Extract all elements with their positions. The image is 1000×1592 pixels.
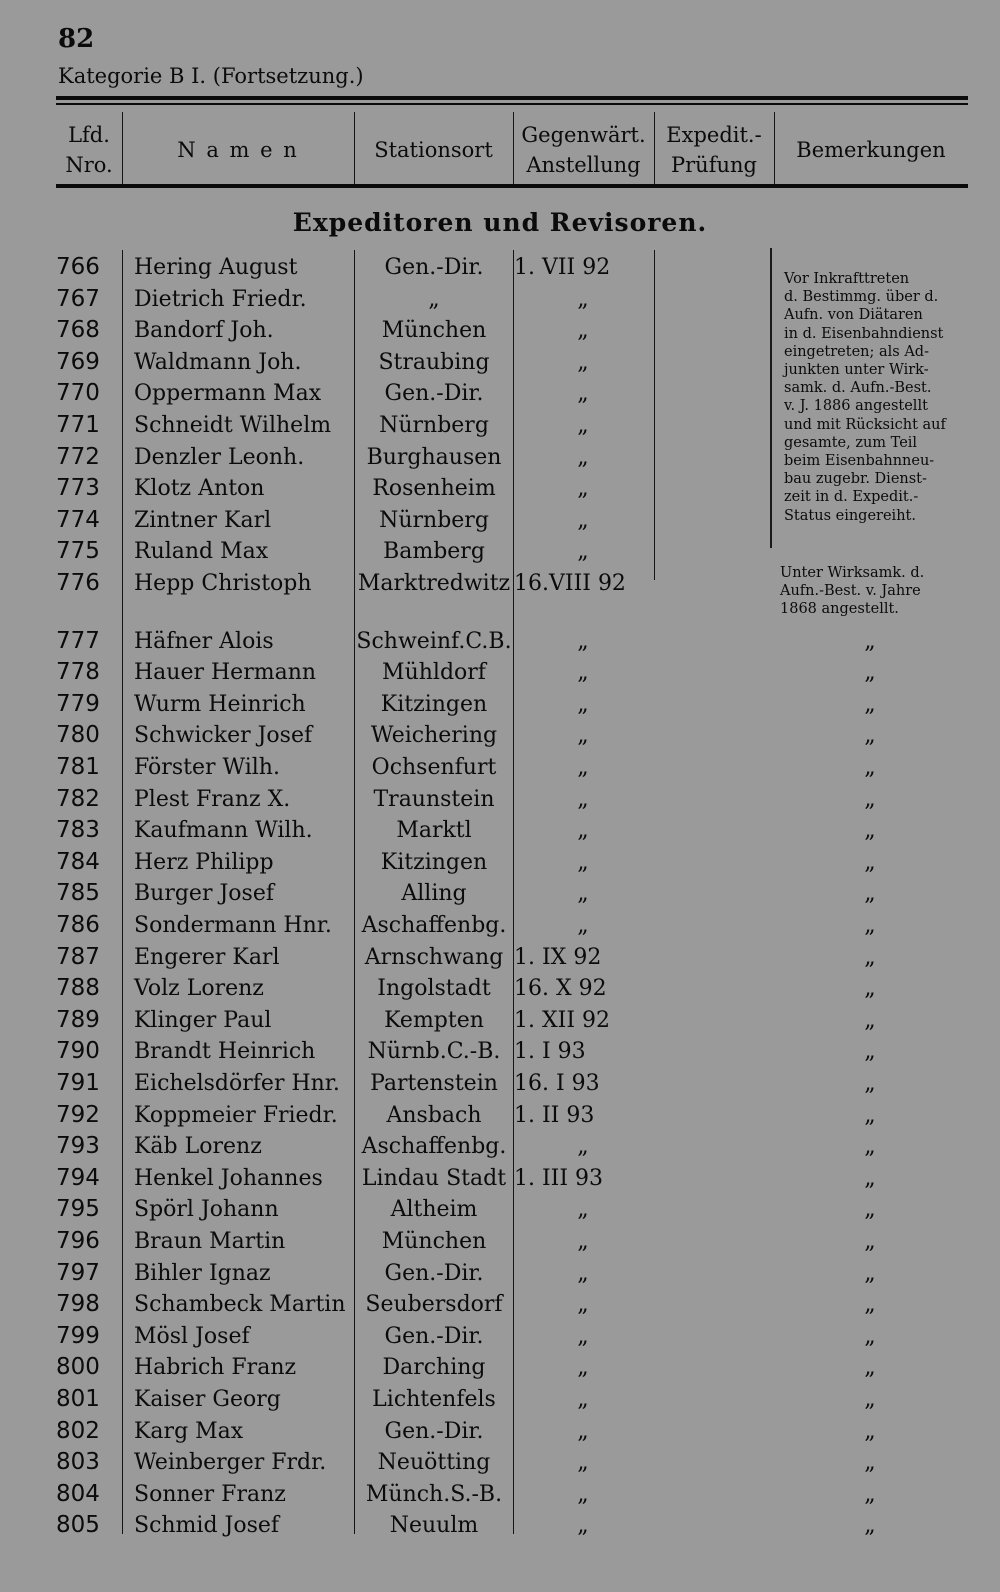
header-pruefung-line1: Expedit.- bbox=[666, 123, 762, 147]
row-anstellung: „ bbox=[577, 1418, 589, 1444]
row-anstellung: 1. II 93 bbox=[514, 1102, 595, 1128]
row-number: 773 bbox=[56, 475, 100, 502]
row-bemerkung: „ bbox=[864, 1071, 876, 1096]
header-anstellung-line2: Anstellung bbox=[526, 153, 641, 177]
row-bemerkung: „ bbox=[864, 1165, 876, 1191]
table-row bbox=[0, 973, 1000, 1004]
row-station: Alling bbox=[401, 881, 467, 907]
row-bemerkung: „ bbox=[864, 1260, 876, 1286]
row-bemerkung: „ bbox=[864, 913, 876, 938]
row-station: Lichtenfels bbox=[372, 1387, 496, 1412]
row-number: 799 bbox=[56, 1322, 100, 1349]
row-bemerkung: „ bbox=[864, 849, 876, 875]
row-number: 782 bbox=[56, 785, 100, 812]
table-row bbox=[0, 1131, 1000, 1162]
row-bemerkung: „ bbox=[864, 755, 876, 780]
header-nr-line2: Nro. bbox=[65, 153, 113, 177]
row-station: Aschaffenbg. bbox=[361, 1134, 507, 1160]
row-anstellung: „ bbox=[577, 1229, 589, 1254]
header-ort bbox=[354, 112, 513, 188]
row-station: Nürnberg bbox=[379, 413, 489, 438]
row-number: 791 bbox=[56, 1070, 100, 1096]
row-station: Neuulm bbox=[389, 1513, 479, 1539]
row-anstellung: „ bbox=[577, 786, 589, 812]
row-station: Seubersdorf bbox=[365, 1292, 503, 1318]
table-row bbox=[0, 847, 1000, 878]
table-row bbox=[0, 1005, 1000, 1036]
note-line: Status eingereiht. bbox=[784, 507, 916, 524]
row-station: Marktl bbox=[396, 818, 472, 844]
row-number: 786 bbox=[56, 912, 100, 938]
row-station: Ochsenfurt bbox=[371, 755, 497, 780]
row-bemerkung: „ bbox=[864, 1481, 876, 1507]
note-line: Vor Inkrafttreten bbox=[784, 271, 910, 287]
table-row bbox=[0, 910, 1000, 941]
row-anstellung: „ bbox=[577, 691, 589, 717]
row-bemerkung: „ bbox=[864, 1102, 876, 1128]
row-name: Karg Max bbox=[134, 1418, 244, 1444]
row-station: Ansbach bbox=[386, 1102, 482, 1128]
row-name: Habrich Franz bbox=[134, 1355, 297, 1381]
row-bemerkung: „ bbox=[864, 1197, 876, 1223]
row-bemerkung: „ bbox=[864, 786, 876, 812]
row-anstellung: „ bbox=[577, 818, 589, 844]
note-line: zeit in d. Expedit.- bbox=[784, 489, 919, 506]
table-row bbox=[0, 1289, 1000, 1320]
row-name: Braun Martin bbox=[134, 1229, 286, 1254]
row-name: Schambeck Martin bbox=[134, 1292, 346, 1318]
row-number: 781 bbox=[56, 754, 100, 780]
row-number: 804 bbox=[56, 1480, 100, 1507]
row-anstellung: „ bbox=[577, 413, 589, 438]
remark-note-2 bbox=[780, 564, 924, 619]
row-station: Arnschwang bbox=[364, 944, 504, 970]
row-number: 772 bbox=[56, 443, 100, 470]
row-station: Straubing bbox=[378, 349, 490, 375]
row-name: Häfner Alois bbox=[134, 628, 274, 654]
row-anstellung: 1. IX 92 bbox=[514, 944, 602, 970]
row-bemerkung: „ bbox=[864, 628, 876, 654]
row-bemerkung: „ bbox=[864, 660, 876, 686]
row-number: 790 bbox=[56, 1038, 100, 1065]
row-anstellung: 16. X 92 bbox=[514, 976, 607, 1002]
row-bemerkung: „ bbox=[864, 1039, 876, 1065]
row-station: Rosenheim bbox=[372, 476, 496, 502]
table-row bbox=[0, 1036, 1000, 1067]
row-station: Weichering bbox=[370, 723, 498, 749]
note-line: Unter Wirksamk. d. bbox=[780, 565, 925, 581]
row-anstellung: „ bbox=[577, 1513, 589, 1539]
row-bemerkung: „ bbox=[864, 944, 876, 970]
row-name: Klinger Paul bbox=[134, 1007, 272, 1033]
row-station: Mühldorf bbox=[382, 660, 486, 686]
row-station: Nürnb.C.-B. bbox=[367, 1039, 501, 1065]
row-anstellung: „ bbox=[577, 913, 589, 938]
row-bemerkung: „ bbox=[864, 1292, 876, 1318]
note-line: in d. Eisenbahndienst bbox=[784, 325, 944, 342]
table-row bbox=[0, 657, 1000, 688]
row-number: 796 bbox=[56, 1228, 100, 1254]
page-number: 82 bbox=[58, 24, 95, 54]
table-row bbox=[0, 1479, 1000, 1510]
row-anstellung: „ bbox=[577, 476, 589, 502]
table-row bbox=[0, 878, 1000, 909]
row-name: Burger Josef bbox=[134, 881, 274, 907]
row-number: 769 bbox=[56, 348, 100, 375]
row-name: Oppermann Max bbox=[134, 381, 322, 407]
note-line: samk. d. Aufn.-Best. bbox=[784, 380, 932, 397]
row-station: Schweinf.C.B. bbox=[356, 628, 512, 654]
header-bemerkungen-text: Bemerkungen bbox=[796, 138, 946, 162]
row-anstellung: „ bbox=[577, 318, 589, 344]
row-number: 794 bbox=[56, 1164, 100, 1191]
row-number: 788 bbox=[56, 975, 100, 1002]
row-name: Bandorf Joh. bbox=[134, 318, 274, 344]
row-number: 770 bbox=[56, 380, 100, 407]
row-station: Gen.-Dir. bbox=[384, 255, 484, 280]
row-anstellung: 1. VII 92 bbox=[514, 255, 611, 280]
row-anstellung: „ bbox=[577, 755, 589, 780]
header-pruefung bbox=[654, 112, 774, 188]
row-number: 783 bbox=[56, 817, 100, 844]
row-station: Gen.-Dir. bbox=[384, 1323, 484, 1349]
row-anstellung: „ bbox=[577, 1134, 589, 1160]
table-row bbox=[0, 1226, 1000, 1257]
row-number: 776 bbox=[56, 570, 100, 596]
row-anstellung: „ bbox=[577, 723, 589, 749]
table-row bbox=[0, 1352, 1000, 1383]
row-station: Partenstein bbox=[370, 1071, 498, 1096]
row-station: Nürnberg bbox=[379, 507, 489, 533]
row-station: Burghausen bbox=[366, 444, 502, 470]
header-name bbox=[122, 112, 354, 188]
row-name: Volz Lorenz bbox=[134, 976, 264, 1002]
table-row bbox=[0, 626, 1000, 657]
remark-note-1 bbox=[784, 270, 946, 525]
row-anstellung: „ bbox=[577, 1481, 589, 1507]
row-station: Kitzingen bbox=[380, 691, 488, 717]
row-station: Bamberg bbox=[383, 539, 485, 565]
row-number: 802 bbox=[56, 1417, 100, 1444]
row-name: Schwicker Josef bbox=[134, 723, 313, 749]
row-anstellung: „ bbox=[577, 539, 589, 565]
row-name: Spörl Johann bbox=[134, 1197, 279, 1223]
row-name: Denzler Leonh. bbox=[134, 444, 305, 470]
row-bemerkung: „ bbox=[864, 723, 876, 749]
row-anstellung: „ bbox=[577, 349, 589, 375]
table-row bbox=[0, 689, 1000, 720]
row-name: Kaiser Georg bbox=[134, 1387, 281, 1412]
table-row bbox=[0, 1447, 1000, 1478]
table-row bbox=[0, 1258, 1000, 1289]
row-bemerkung: „ bbox=[864, 1387, 876, 1412]
row-bemerkung: „ bbox=[864, 1513, 876, 1539]
header-name-text: N a m e n bbox=[177, 138, 299, 162]
note-line: junkten unter Wirk- bbox=[784, 362, 929, 379]
row-number: 797 bbox=[56, 1259, 100, 1286]
row-number: 792 bbox=[56, 1101, 100, 1128]
header-bemerkungen bbox=[774, 112, 968, 188]
row-name: Wurm Heinrich bbox=[134, 691, 306, 717]
row-anstellung: „ bbox=[577, 1197, 589, 1223]
row-number: 780 bbox=[56, 722, 100, 749]
row-name: Hauer Hermann bbox=[134, 660, 317, 686]
note-line: 1868 angestellt. bbox=[780, 601, 899, 618]
table-row bbox=[0, 1384, 1000, 1415]
row-bemerkung: „ bbox=[864, 881, 876, 907]
row-name: Brandt Heinrich bbox=[134, 1039, 316, 1065]
row-anstellung: 1. XII 92 bbox=[514, 1007, 611, 1033]
row-station: Gen.-Dir. bbox=[384, 1260, 484, 1286]
row-anstellung: „ bbox=[577, 1355, 589, 1381]
row-number: 800 bbox=[56, 1354, 100, 1381]
table-row bbox=[0, 720, 1000, 751]
row-anstellung: „ bbox=[577, 628, 589, 654]
row-bemerkung: „ bbox=[864, 1323, 876, 1349]
row-number: 784 bbox=[56, 848, 100, 875]
row-bemerkung: „ bbox=[864, 1355, 876, 1381]
table-row bbox=[0, 784, 1000, 815]
row-anstellung: 1. III 93 bbox=[514, 1165, 604, 1191]
row-anstellung: „ bbox=[577, 1387, 589, 1412]
table-row bbox=[0, 1321, 1000, 1352]
row-number: 801 bbox=[56, 1386, 100, 1412]
note-line: Aufn.-Best. v. Jahre bbox=[780, 583, 921, 600]
category-heading: Kategorie B I. (Fortsetzung.) bbox=[58, 64, 364, 88]
row-name: Förster Wilh. bbox=[134, 755, 280, 780]
row-number: 795 bbox=[56, 1196, 100, 1223]
header-ort-text: Stationsort bbox=[374, 138, 493, 162]
header-nr-line1: Lfd. bbox=[68, 123, 110, 147]
row-anstellung: „ bbox=[577, 1260, 589, 1286]
row-number: 778 bbox=[56, 659, 100, 686]
row-anstellung: 16.VIII 92 bbox=[514, 571, 626, 596]
note-line: eingetreten; als Ad- bbox=[784, 343, 929, 360]
row-name: Sonner Franz bbox=[134, 1481, 286, 1507]
row-name: Engerer Karl bbox=[134, 944, 280, 970]
row-station: Lindau Stadt bbox=[361, 1165, 507, 1191]
header-nr bbox=[56, 112, 122, 188]
section-title: Expeditoren und Revisoren. bbox=[292, 208, 708, 237]
row-name: Henkel Johannes bbox=[134, 1165, 323, 1191]
row-name: Koppmeier Friedr. bbox=[134, 1102, 338, 1128]
row-number: 787 bbox=[56, 943, 100, 970]
row-name: Mösl Josef bbox=[134, 1323, 250, 1349]
row-bemerkung: „ bbox=[864, 1418, 876, 1444]
row-name: Hepp Christoph bbox=[134, 571, 312, 596]
row-name: Klotz Anton bbox=[134, 476, 265, 502]
row-station: Ingolstadt bbox=[377, 976, 491, 1002]
row-station: Kitzingen bbox=[380, 849, 488, 875]
row-number: 789 bbox=[56, 1006, 100, 1033]
row-bemerkung: „ bbox=[864, 1134, 876, 1160]
note-line: bau zugebr. Dienst- bbox=[784, 471, 927, 488]
table-row bbox=[0, 1100, 1000, 1131]
table-row bbox=[0, 1163, 1000, 1194]
note-line: gesamte, zum Teil bbox=[784, 434, 918, 451]
row-name: Weinberger Frdr. bbox=[134, 1450, 327, 1476]
row-station: Gen.-Dir. bbox=[384, 1418, 484, 1444]
row-bemerkung: „ bbox=[864, 1229, 876, 1254]
row-name: Kaufmann Wilh. bbox=[134, 818, 313, 844]
row-name: Ruland Max bbox=[134, 539, 269, 565]
row-name: Herz Philipp bbox=[134, 849, 274, 875]
row-station: Gen.-Dir. bbox=[384, 381, 484, 407]
row-anstellung: „ bbox=[577, 444, 589, 470]
row-name: Käb Lorenz bbox=[134, 1134, 262, 1160]
row-station: Münch.S.-B. bbox=[365, 1481, 503, 1507]
row-bemerkung: „ bbox=[864, 1007, 876, 1033]
row-anstellung: „ bbox=[577, 507, 589, 533]
table-row bbox=[0, 1510, 1000, 1541]
table-row bbox=[0, 1068, 1000, 1099]
row-name: Waldmann Joh. bbox=[134, 349, 302, 375]
row-number: 805 bbox=[56, 1512, 100, 1539]
header-anstellung bbox=[513, 112, 654, 188]
row-name: Hering August bbox=[134, 255, 298, 280]
row-station: Traunstein bbox=[373, 786, 495, 812]
row-number: 777 bbox=[56, 627, 100, 654]
header-pruefung-line2: Prüfung bbox=[671, 153, 757, 177]
top-rule-thick bbox=[56, 96, 968, 100]
row-name: Bihler Ignaz bbox=[134, 1260, 271, 1286]
row-number: 798 bbox=[56, 1291, 100, 1318]
row-anstellung: „ bbox=[577, 286, 589, 312]
table-row bbox=[0, 1194, 1000, 1225]
row-number: 771 bbox=[56, 412, 100, 438]
row-anstellung: „ bbox=[577, 1323, 589, 1349]
row-station: Neuötting bbox=[377, 1450, 491, 1476]
table-row bbox=[0, 942, 1000, 973]
row-anstellung: 16. I 93 bbox=[514, 1071, 600, 1096]
row-number: 767 bbox=[56, 285, 100, 312]
note-line: v. J. 1886 angestellt bbox=[784, 398, 928, 415]
row-name: Dietrich Friedr. bbox=[134, 286, 307, 312]
row-number: 803 bbox=[56, 1449, 100, 1476]
row-station: Altheim bbox=[390, 1197, 478, 1223]
row-station: München bbox=[381, 1229, 487, 1254]
row-station: Marktredwitz bbox=[357, 571, 511, 596]
row-anstellung: „ bbox=[577, 381, 589, 407]
row-bemerkung: „ bbox=[864, 818, 876, 844]
row-anstellung: „ bbox=[577, 1450, 589, 1476]
table-row bbox=[0, 752, 1000, 783]
row-anstellung: 1. I 93 bbox=[514, 1039, 586, 1065]
row-station: Aschaffenbg. bbox=[361, 913, 507, 938]
row-number: 779 bbox=[56, 690, 100, 717]
row-anstellung: „ bbox=[577, 881, 589, 907]
note-line: Aufn. von Diätaren bbox=[784, 307, 923, 324]
note-line: d. Bestimmg. über d. bbox=[784, 289, 939, 306]
row-station: München bbox=[381, 318, 487, 344]
row-bemerkung: „ bbox=[864, 1450, 876, 1476]
row-name: Schmid Josef bbox=[134, 1513, 280, 1539]
table-row bbox=[0, 536, 1000, 567]
note-line: und mit Rücksicht auf bbox=[784, 416, 946, 433]
row-station: Darching bbox=[382, 1355, 486, 1381]
row-number: 766 bbox=[56, 254, 100, 280]
row-station: Kempten bbox=[384, 1007, 484, 1033]
header-anstellung-line1: Gegenwärt. bbox=[521, 123, 646, 147]
table-row bbox=[0, 1416, 1000, 1447]
top-rule-thin bbox=[56, 103, 968, 105]
table-row bbox=[0, 815, 1000, 846]
row-number: 774 bbox=[56, 506, 100, 533]
row-name: Plest Franz X. bbox=[134, 786, 291, 812]
row-number: 793 bbox=[56, 1133, 100, 1160]
row-anstellung: „ bbox=[577, 1292, 589, 1318]
row-number: 775 bbox=[56, 538, 100, 565]
note-line: beim Eisenbahnneu- bbox=[784, 453, 935, 470]
row-name: Eichelsdörfer Hnr. bbox=[134, 1071, 340, 1096]
row-bemerkung: „ bbox=[864, 976, 876, 1002]
row-anstellung: „ bbox=[577, 660, 589, 686]
row-name: Schneidt Wilhelm bbox=[134, 413, 332, 438]
note-brace bbox=[770, 248, 780, 548]
row-number: 768 bbox=[56, 317, 100, 344]
row-station: „ bbox=[428, 286, 440, 312]
row-number: 785 bbox=[56, 880, 100, 907]
row-anstellung: „ bbox=[577, 849, 589, 875]
row-name: Sondermann Hnr. bbox=[134, 913, 332, 938]
row-name: Zintner Karl bbox=[134, 507, 272, 533]
row-bemerkung: „ bbox=[864, 691, 876, 717]
